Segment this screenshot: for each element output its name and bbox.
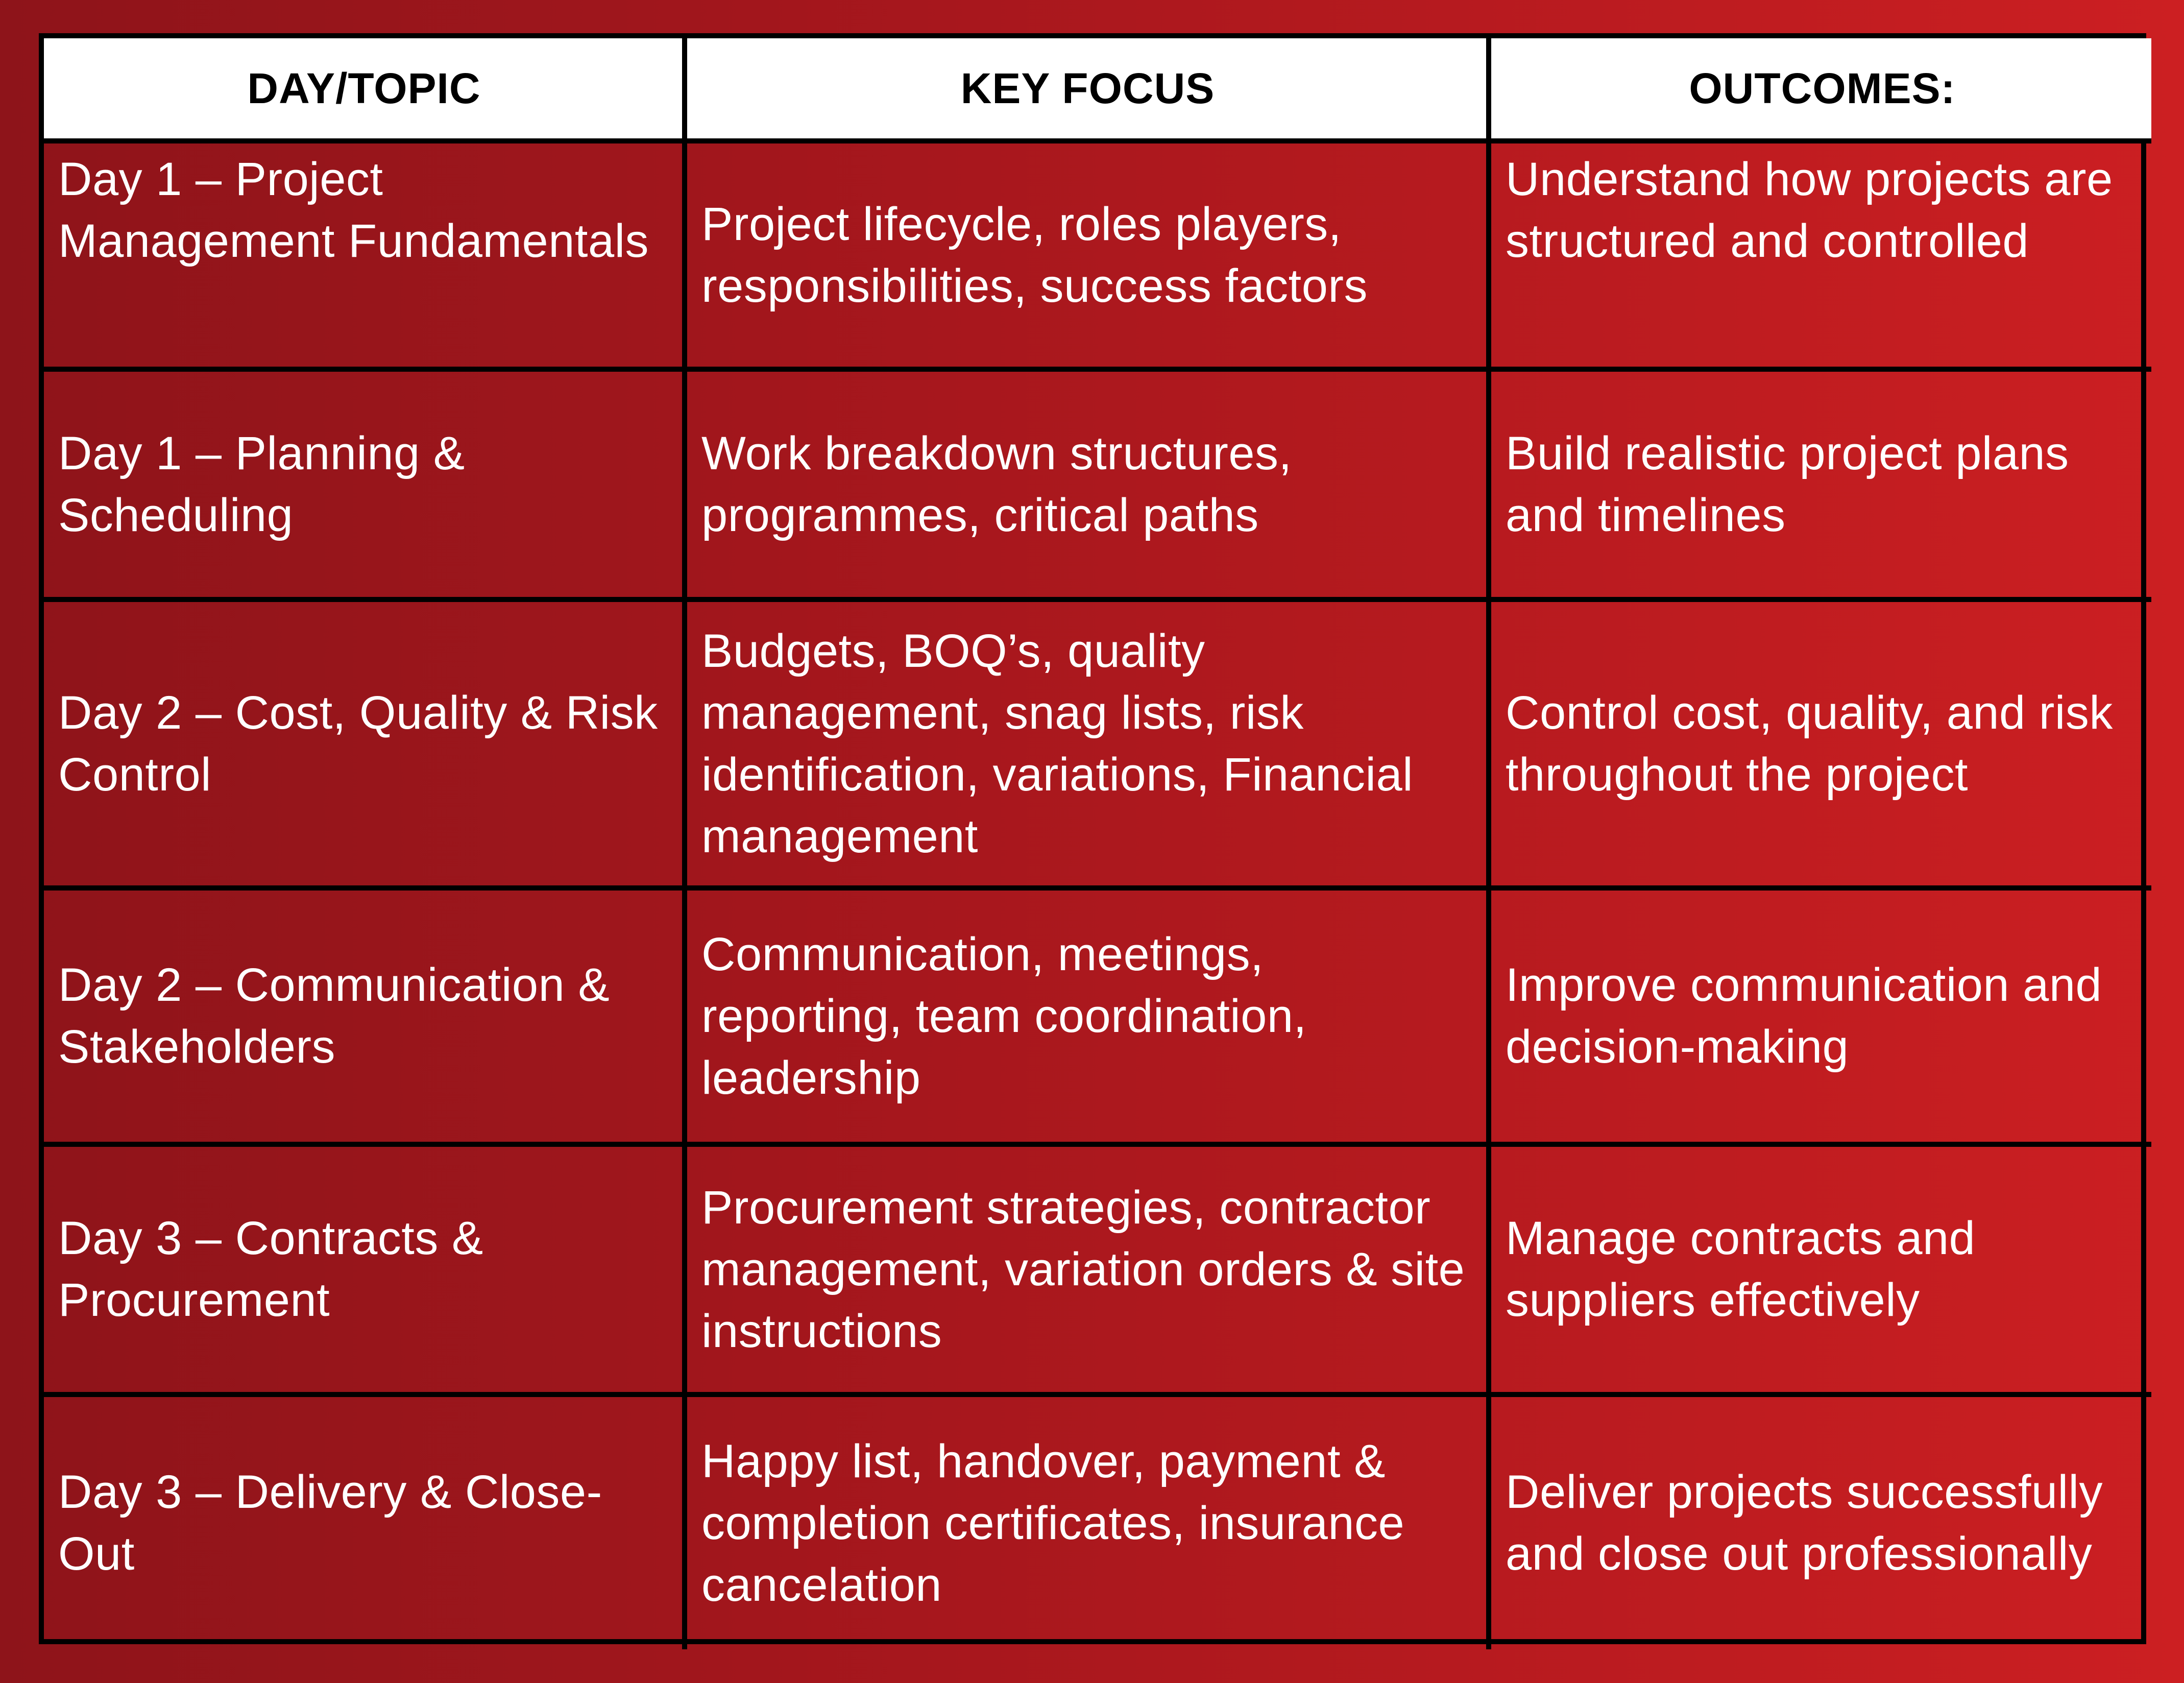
row-3-outcome-cell [1491,602,2151,891]
header-key-focus: KEY FOCUS [687,38,1491,143]
row-4-outcome-cell [1491,891,2151,1147]
row-5-focus: Procurement strategies, contractor management, variation orders & site instructions [701,1181,1465,1357]
row-2-topic: Day 1 – Planning & Scheduling [58,427,465,541]
header-day-topic: DAY/TOPIC [44,38,687,143]
row-4-focus-cell [687,891,1491,1147]
row-2-focus-cell [687,372,1491,602]
row-6-outcome-cell [1491,1397,2151,1649]
row-5-outcome: Manage contracts and suppliers effectively [1506,1212,1976,1326]
row-5-outcome-cell [1491,1147,2151,1397]
row-1-topic-cell [44,143,687,372]
row-6-topic-cell [44,1397,687,1649]
row-2-topic-cell [44,372,687,602]
row-5-topic: Day 3 – Contracts & Procurement [58,1212,483,1326]
row-4-topic: Day 2 – Communication & Stakeholders [58,959,610,1073]
row-1-focus-cell [687,143,1491,372]
row-3-focus-cell [687,602,1491,891]
row-6-topic: Day 3 – Delivery & Close-Out [58,1466,602,1580]
row-6-outcome: Deliver projects successfully and close out professionally [1506,1466,2103,1580]
row-2-outcome-cell [1491,372,2151,602]
row-3-topic: Day 2 – Cost, Quality & Risk Control [58,686,658,801]
row-6-focus-cell [687,1397,1491,1649]
row-4-outcome: Improve communication and decision-making [1506,959,2102,1073]
row-1-outcome-cell [1491,143,2151,372]
row-5-focus-cell [687,1147,1491,1397]
row-1-outcome: Understand how projects are structured and controlled [1506,153,2113,267]
row-2-focus: Work breakdown structures, programmes, critical paths [701,427,1292,541]
row-3-topic-cell [44,602,687,891]
row-2-outcome: Build realistic project plans and timelines [1506,427,2069,541]
row-3-focus: Budgets, BOQ’s, quality management, snag lists, risk identification, variations, Financial management [701,624,1414,862]
row-4-topic-cell [44,891,687,1147]
training-schedule-table [39,33,2146,1644]
row-6-focus: Happy list, handover, payment & completion certificates, insurance cancelation [701,1435,1405,1611]
row-1-focus: Project lifecycle, roles players, responsibilities, success factors [701,198,1368,312]
header-outcomes: OUTCOMES: [1491,38,2151,143]
row-4-focus: Communication, meetings, reporting, team coordination, leadership [701,928,1307,1104]
row-1-topic: Day 1 – Project Management Fundamentals [58,153,649,267]
row-5-topic-cell [44,1147,687,1397]
row-3-outcome: Control cost, quality, and risk throughout the project [1506,686,2113,801]
